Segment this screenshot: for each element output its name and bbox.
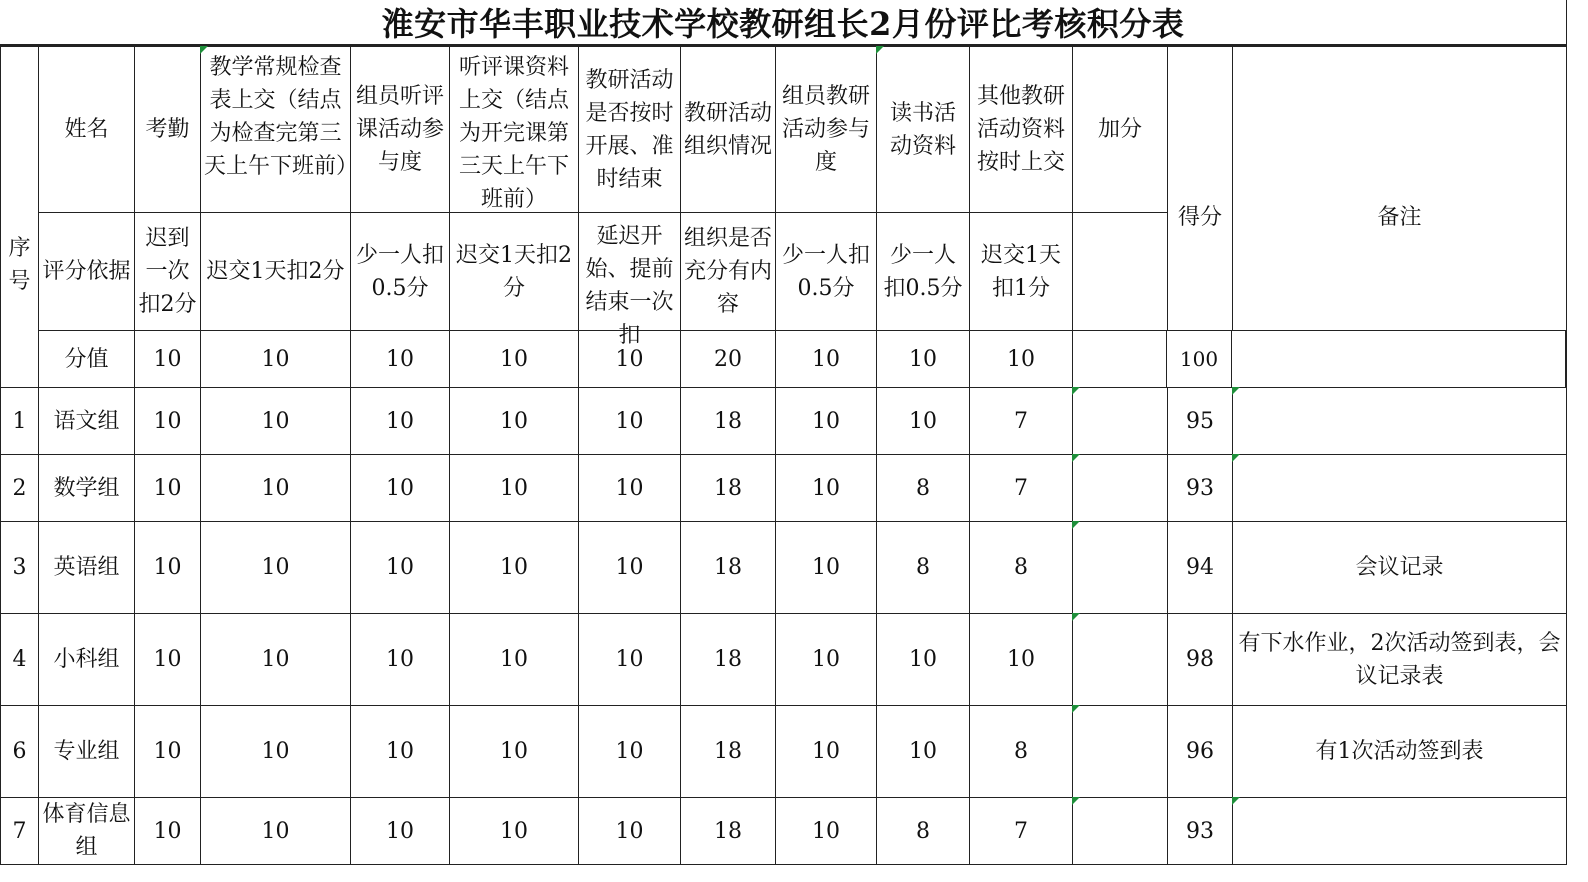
table-row (1, 522, 1567, 614)
points-listen-materials[interactable]: 10 (450, 331, 579, 388)
criteria-routine-check[interactable]: 迟交1天扣2分 (201, 213, 351, 331)
row-listen-materials[interactable]: 10 (450, 798, 579, 865)
score-header-text: 得分 (1177, 204, 1222, 230)
row-bonus[interactable] (1073, 388, 1168, 455)
points-remark[interactable] (1231, 330, 1566, 387)
criteria-label[interactable]: 评分依据 (39, 213, 135, 331)
sheet-title: 淮安市华丰职业技术学校教研组长2月份评比考核积分表 (0, 0, 1566, 46)
row-bonus[interactable] (1073, 798, 1168, 865)
row-activity-org[interactable]: 18 (681, 798, 776, 865)
row-attendance[interactable]: 10 (135, 706, 201, 798)
attendance-header[interactable]: 考勤 (135, 47, 201, 213)
table-row (1, 614, 1567, 706)
row-seq[interactable]: 3 (1, 522, 39, 614)
row-score[interactable]: 98 (1168, 614, 1233, 706)
listen-materials-header-text: 听评课资料上交（结点为开完课第三天上午下班前） (458, 54, 569, 212)
row-other-materials[interactable]: 10 (970, 614, 1073, 706)
row-attendance[interactable]: 10 (135, 522, 201, 614)
row-member-listen[interactable]: 10 (351, 388, 450, 455)
row-reading[interactable]: 8 (877, 798, 970, 865)
sheet-right-border (1566, 0, 1567, 860)
row-name[interactable]: 专业组 (39, 706, 135, 798)
points-activity-org[interactable]: 20 (681, 331, 776, 388)
routine-check-header[interactable] (201, 47, 359, 213)
row-reading[interactable]: 10 (877, 388, 970, 455)
row-member-activity[interactable]: 10 (776, 614, 877, 706)
points-reading[interactable]: 10 (877, 331, 970, 388)
bonus-header[interactable]: 加分 (1073, 47, 1168, 213)
criteria-activity-ontime-text: 延迟开始、提前结束一次扣 (585, 223, 674, 348)
table-row (1, 388, 1567, 455)
criteria-member-activity[interactable]: 少一人扣0.5分 (776, 213, 877, 331)
row-routine-check[interactable]: 10 (201, 455, 351, 522)
row-activity-ontime[interactable]: 10 (579, 798, 681, 865)
criteria-other-materials[interactable]: 迟交1天扣1分 (970, 213, 1073, 331)
table-row (1, 455, 1567, 522)
member-listen-header[interactable]: 组员听评课活动参与度 (351, 47, 450, 213)
row-activity-org[interactable]: 18 (681, 706, 776, 798)
row-bonus[interactable] (1073, 614, 1168, 706)
points-member-listen[interactable]: 10 (351, 331, 450, 388)
row-activity-ontime[interactable]: 10 (579, 455, 681, 522)
row-remark[interactable]: 有1次活动签到表 (1233, 706, 1567, 798)
table-row (1, 798, 1567, 865)
header-row (1, 47, 1567, 213)
row-score[interactable]: 93 (1168, 798, 1233, 865)
reading-header[interactable]: 读书活动资料 (877, 47, 970, 213)
row-reading[interactable]: 10 (877, 706, 970, 798)
table-row (1, 706, 1567, 798)
row-member-listen[interactable]: 10 (351, 798, 450, 865)
row-other-materials[interactable]: 8 (970, 706, 1073, 798)
row-score[interactable]: 93 (1168, 455, 1233, 522)
row-name[interactable]: 体育信息组 (39, 798, 135, 865)
row-attendance[interactable]: 10 (135, 388, 201, 455)
row-listen-materials[interactable]: 10 (450, 388, 579, 455)
row-attendance[interactable]: 10 (135, 798, 201, 865)
row-routine-check[interactable]: 10 (201, 388, 351, 455)
row-other-materials[interactable]: 7 (970, 388, 1073, 455)
points-activity-ontime[interactable]: 10 (579, 331, 681, 388)
criteria-bonus[interactable] (1073, 213, 1168, 331)
row-member-activity[interactable]: 10 (776, 388, 877, 455)
row-routine-check[interactable]: 10 (201, 706, 351, 798)
points-other-materials[interactable]: 10 (970, 331, 1073, 388)
seq-header[interactable] (1, 47, 39, 388)
criteria-attendance[interactable]: 迟到一次扣2分 (135, 213, 201, 331)
points-routine-check[interactable]: 10 (201, 331, 351, 388)
row-reading[interactable]: 8 (877, 522, 970, 614)
row-bonus[interactable] (1073, 706, 1168, 798)
routine-check-header-text: 教学常规检查表上交（结点为检查完第三天上午下班前） (204, 54, 359, 179)
row-activity-ontime[interactable]: 10 (579, 706, 681, 798)
row-remark[interactable] (1233, 455, 1567, 522)
row-bonus[interactable] (1073, 522, 1168, 614)
points-score[interactable]: 100 (1166, 330, 1231, 387)
row-remark[interactable] (1233, 388, 1567, 455)
row-routine-check[interactable]: 10 (201, 798, 351, 865)
row-name[interactable]: 英语组 (39, 522, 135, 614)
row-reading[interactable]: 10 (877, 614, 970, 706)
activity-org-header[interactable]: 教研活动组织情况 (681, 47, 776, 213)
name-header[interactable]: 姓名 (39, 47, 135, 213)
criteria-listen-materials[interactable]: 迟交1天扣2分 (450, 213, 579, 331)
points-attendance[interactable]: 10 (135, 331, 201, 388)
row-score[interactable]: 95 (1168, 388, 1233, 455)
row-other-materials[interactable]: 8 (970, 522, 1073, 614)
row-member-listen[interactable]: 10 (351, 455, 450, 522)
row-member-activity[interactable]: 10 (776, 798, 877, 865)
row-routine-check[interactable]: 10 (201, 522, 351, 614)
row-other-materials[interactable]: 7 (970, 798, 1073, 865)
row-member-listen[interactable]: 10 (351, 614, 450, 706)
row-activity-org[interactable]: 18 (681, 614, 776, 706)
row-seq[interactable]: 4 (1, 614, 39, 706)
criteria-activity-ontime[interactable] (579, 213, 681, 348)
points-bonus[interactable] (1073, 331, 1168, 388)
row-activity-org[interactable]: 18 (681, 388, 776, 455)
row-listen-materials[interactable]: 10 (450, 522, 579, 614)
row-member-listen[interactable]: 10 (351, 706, 450, 798)
row-name[interactable]: 数学组 (39, 455, 135, 522)
criteria-member-listen[interactable]: 少一人扣0.5分 (351, 213, 450, 331)
row-seq[interactable]: 7 (1, 798, 39, 865)
member-activity-header[interactable]: 组员教研活动参与度 (776, 47, 877, 213)
row-activity-ontime[interactable]: 10 (579, 522, 681, 614)
row-member-listen[interactable]: 10 (351, 522, 450, 614)
row-member-activity[interactable]: 10 (776, 455, 877, 522)
row-remark[interactable] (1233, 798, 1567, 865)
seq-header-text: 序 号 (8, 236, 31, 294)
other-materials-header[interactable]: 其他教研活动资料按时上交 (970, 47, 1073, 213)
row-listen-materials[interactable]: 10 (450, 614, 579, 706)
row-seq[interactable]: 1 (1, 388, 39, 455)
row-activity-org[interactable]: 18 (681, 455, 776, 522)
points-member-activity[interactable]: 10 (776, 331, 877, 388)
criteria-reading[interactable]: 少一人扣0.5分 (877, 213, 970, 331)
row-attendance[interactable]: 10 (135, 455, 201, 522)
row-bonus[interactable] (1073, 455, 1168, 522)
row-score[interactable]: 94 (1168, 522, 1233, 614)
row-reading[interactable]: 8 (877, 455, 970, 522)
row-member-activity[interactable]: 10 (776, 706, 877, 798)
row-listen-materials[interactable]: 10 (450, 706, 579, 798)
row-activity-org[interactable]: 18 (681, 522, 776, 614)
row-name[interactable]: 小科组 (39, 614, 135, 706)
row-remark[interactable]: 有下水作业，2次活动签到表，会议记录表 (1233, 614, 1567, 706)
points-label[interactable]: 分值 (39, 331, 135, 388)
data-table (0, 387, 1567, 865)
row-activity-ontime[interactable]: 10 (579, 388, 681, 455)
row-routine-check[interactable]: 10 (201, 614, 351, 706)
criteria-activity-org[interactable]: 组织是否充分有内容 (681, 213, 776, 331)
row-seq[interactable]: 2 (1, 455, 39, 522)
row-activity-ontime[interactable]: 10 (579, 614, 681, 706)
row-name[interactable]: 语文组 (39, 388, 135, 455)
row-other-materials[interactable]: 7 (970, 455, 1073, 522)
remarks-header-text: 备注 (1377, 204, 1422, 230)
row-listen-materials[interactable]: 10 (450, 455, 579, 522)
row-remark[interactable]: 会议记录 (1233, 522, 1567, 614)
listen-materials-header[interactable] (450, 47, 579, 213)
row-member-activity[interactable]: 10 (776, 522, 877, 614)
activity-ontime-header[interactable]: 教研活动是否按时开展、准时结束 (579, 47, 681, 213)
row-attendance[interactable]: 10 (135, 614, 201, 706)
row-seq[interactable]: 6 (1, 706, 39, 798)
row-score[interactable]: 96 (1168, 706, 1233, 798)
